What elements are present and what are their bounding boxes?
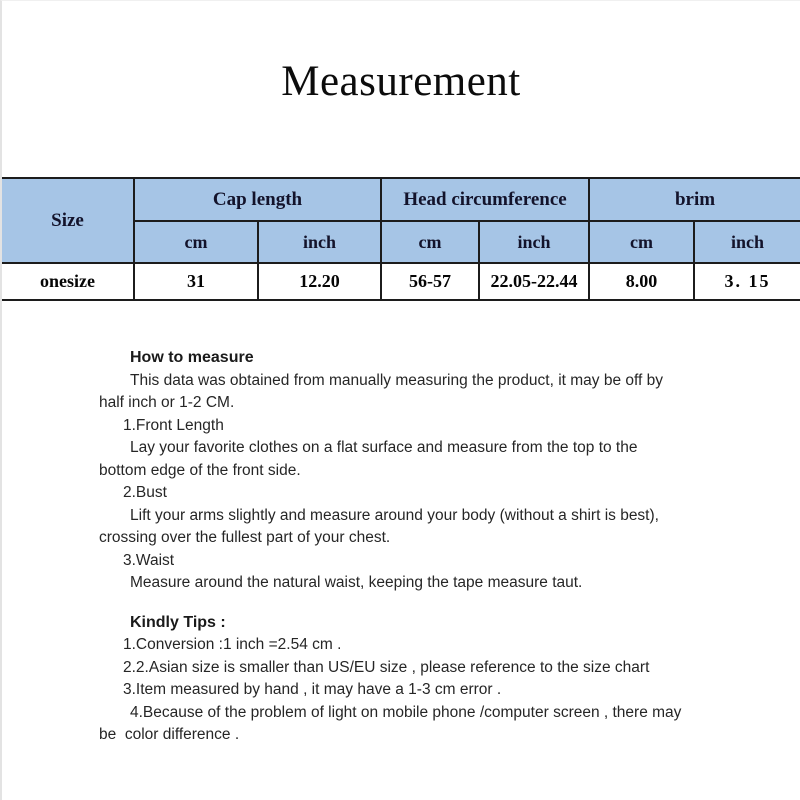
- tip-item-asian-size: 2.2.Asian size is smaller than US/EU size , please reference to the size chart: [123, 658, 650, 676]
- cell-brim-inch: 3. 15: [694, 263, 800, 300]
- text-line: half inch or 1-2 CM.: [99, 394, 235, 411]
- cell-head-circumference-cm: 56-57: [381, 263, 479, 300]
- cell-head-circumference-inch: 22.05-22.44: [479, 263, 589, 300]
- list-item-bust: 2.Bust: [123, 484, 167, 501]
- unit-header-cap-inch: inch: [258, 221, 381, 263]
- tip-item-color-difference: 4.Because of the problem of light on mobile phone /computer screen , there may: [130, 703, 682, 721]
- text-line: Measure around the natural waist, keeping the tape measure taut.: [130, 574, 583, 591]
- column-group-cap-length: Cap length: [134, 178, 381, 221]
- text-line: crossing over the fullest part of your chest.: [99, 529, 391, 546]
- column-header-size: Size: [1, 178, 134, 263]
- unit-header-head-cm: cm: [381, 221, 479, 263]
- cell-cap-length-inch: 12.20: [258, 263, 381, 300]
- tip-item-conversion: 1.Conversion :1 inch =2.54 cm .: [123, 636, 342, 653]
- column-group-head-circumference: Head circumference: [381, 178, 589, 221]
- text-line: Lift your arms slightly and measure around your body (without a shirt is best),: [130, 506, 659, 524]
- how-to-measure-heading: How to measure: [130, 349, 254, 366]
- cell-cap-length-cm: 31: [134, 263, 258, 300]
- unit-header-head-inch: inch: [479, 221, 589, 263]
- text-line: bottom edge of the front side.: [99, 461, 301, 479]
- cell-brim-cm: 8.00: [589, 263, 694, 300]
- table-row-onesize: [1, 263, 800, 300]
- unit-header-brim-inch: inch: [694, 221, 800, 263]
- size-chart-table: [0, 177, 800, 301]
- unit-header-brim-cm: cm: [589, 221, 694, 263]
- text-line: be color difference .: [99, 726, 240, 743]
- tip-item-hand-measured: 3.Item measured by hand , it may have a 1-3 cm error .: [123, 681, 502, 698]
- text-line: Lay your favorite clothes on a flat surface and measure from the top to the: [130, 439, 638, 456]
- text-line: This data was obtained from manually measuring the product, it may be off by: [130, 371, 664, 389]
- table-group-header-row: [1, 178, 800, 221]
- cell-size-name: onesize: [1, 263, 134, 300]
- kindly-tips-heading: Kindly Tips :: [130, 613, 226, 631]
- how-to-measure-section: [2, 347, 800, 747]
- column-group-brim: brim: [589, 178, 800, 221]
- page-title: Measurement: [281, 58, 521, 105]
- list-item-waist: 3.Waist: [123, 551, 175, 569]
- list-item-front-length: 1.Front Length: [123, 416, 224, 434]
- unit-header-cap-cm: cm: [134, 221, 258, 263]
